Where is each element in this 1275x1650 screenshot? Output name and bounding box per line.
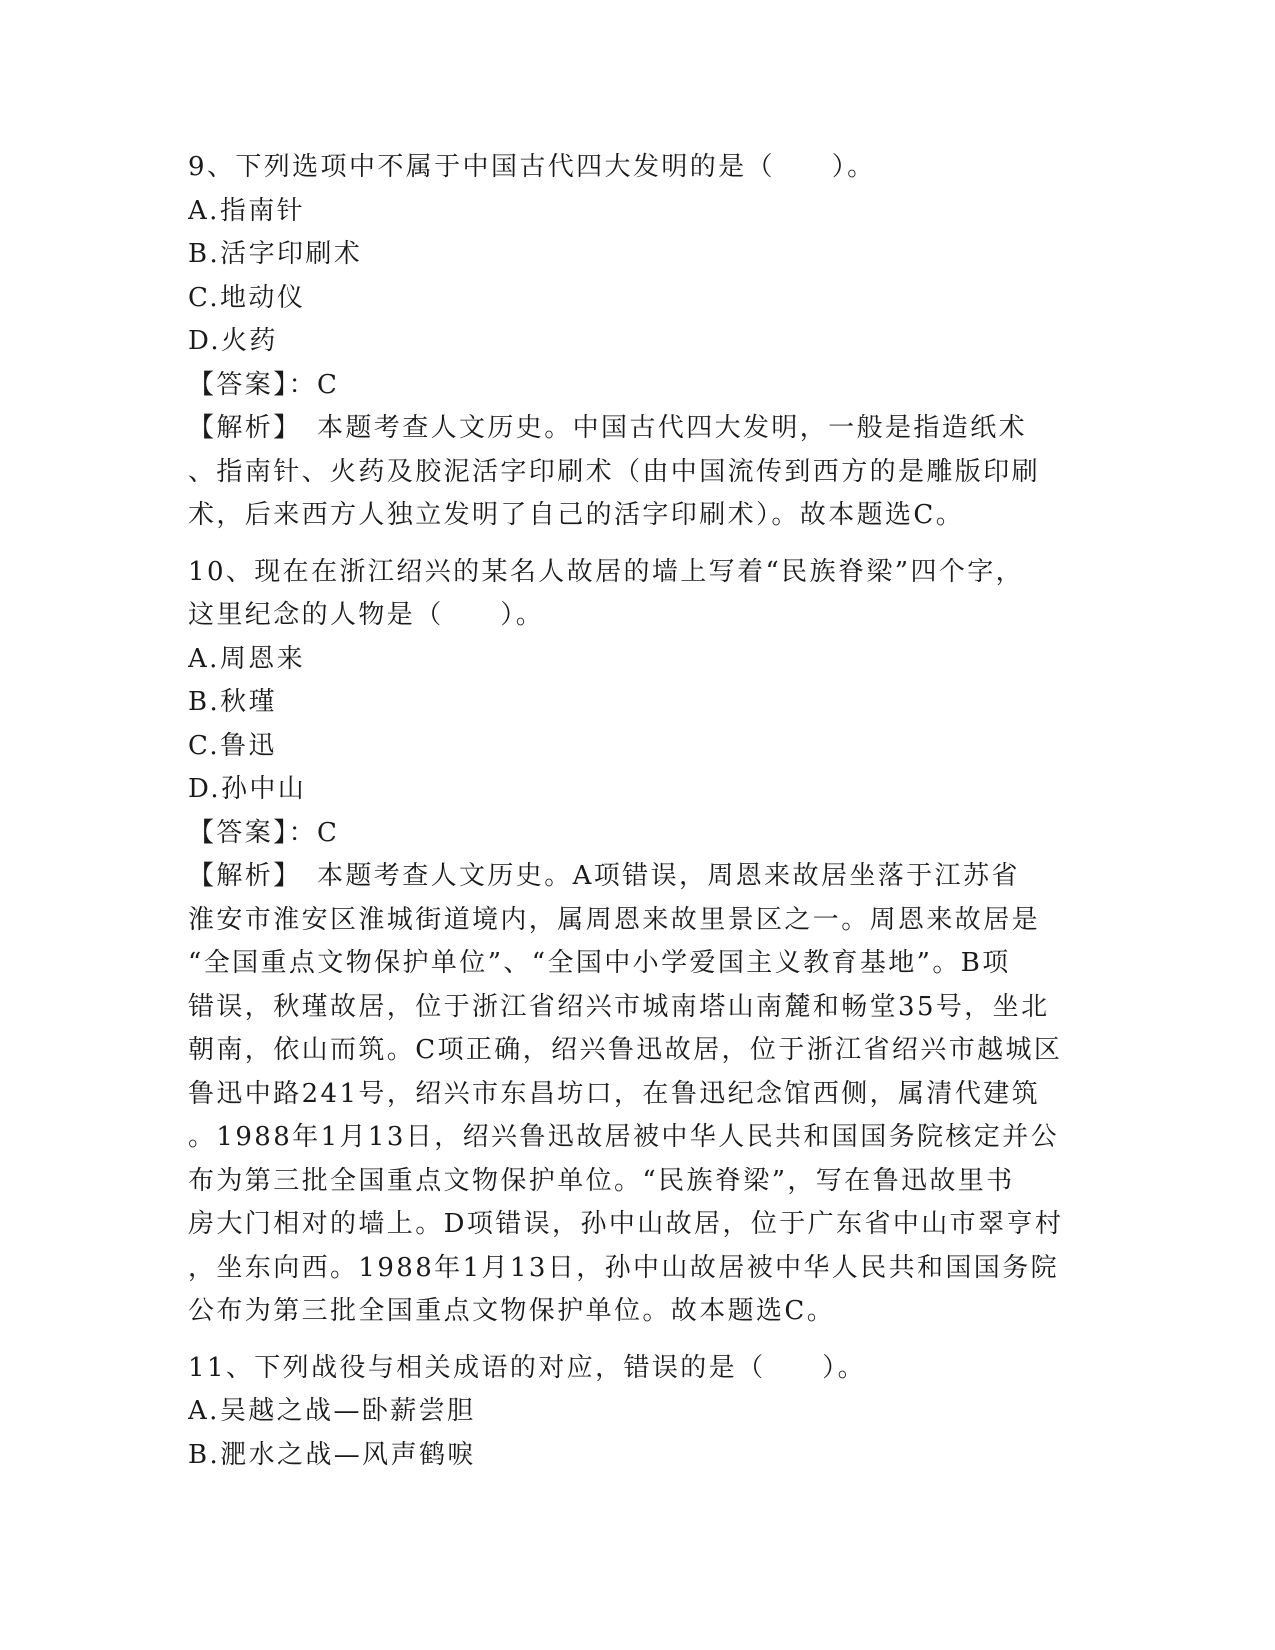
option-d: D.孙中山 (188, 774, 307, 804)
analysis-line: 【解析】 本题考查人文历史。A项错误，周恩来故居坐落于江苏省 (188, 861, 1020, 891)
analysis-line: 错误，秋瑾故居，位于浙江省绍兴市城南塔山南麓和畅堂35号，坐北 (188, 991, 1050, 1022)
question-9 (188, 146, 1088, 538)
analysis-line: 【解析】 本题考查人文历史。中国古代四大发明，一般是指造纸术 (188, 413, 1028, 443)
analysis-line: 。1988年1月13日，绍兴鲁迅故居被中华人民共和国国务院核定并公 (188, 1122, 1059, 1152)
analysis-line: 、指南针、火药及胶泥活字印刷术（由中国流传到西方的是雕版印刷 (188, 456, 1041, 487)
option-b: B.活字印刷术 (188, 239, 363, 269)
answer-line: 【答案】：C (188, 369, 340, 400)
option-b: B.秋瑾 (188, 687, 277, 717)
question-stem: 9、下列选项中不属于中国古代四大发明的是（ ）。 (188, 152, 876, 182)
analysis-line: 鲁迅中路241号，绍兴市东昌坊口，在鲁迅纪念馆西侧，属清代建筑 (188, 1078, 1041, 1109)
question-11 (188, 1347, 1088, 1478)
analysis-line: 房大门相对的墙上。D项错误，孙中山故居，位于广东省中山市翠亨村 (188, 1209, 1064, 1239)
question-stem: 这里纪念的人物是（ ）。 (188, 600, 545, 630)
answer-line: 【答案】：C (188, 817, 340, 848)
option-d: D.火药 (188, 326, 278, 356)
question-gap (188, 1334, 1088, 1347)
analysis-line: “全国重点文物保护单位”、“全国中小学爱国主义教育基地”。B项 (188, 948, 1011, 978)
option-b: B.淝水之战—风声鹤唳 (188, 1439, 476, 1470)
analysis-line: 朝南，依山而筑。C项正确，绍兴鲁迅故居，位于浙江省绍兴市越城区 (188, 1035, 1063, 1065)
question-stem: 11、下列战役与相关成语的对应，错误的是（ ）。 (188, 1352, 867, 1383)
option-c: C.地动仪 (188, 282, 306, 313)
analysis-line: ，坐东向西。1988年1月13日，孙中山故居被中华人民共和国国务院 (188, 1252, 1059, 1283)
analysis-line: 术，后来西方人独立发明了自己的活字印刷术）。故本题选C。 (188, 500, 965, 530)
option-a: A.指南针 (188, 195, 306, 226)
question-stem: 10、现在在浙江绍兴的某名人故居的墙上写着“民族脊梁”四个字， (188, 556, 1025, 587)
analysis-line: 淮安市淮安区淮城街道境内，属周恩来故里景区之一。周恩来故居是 (188, 904, 1041, 935)
analysis-line: 布为第三批全国重点文物保护单位。“民族脊梁”，写在鲁迅故里书 (188, 1165, 1015, 1196)
question-10 (188, 551, 1088, 1334)
question-gap (188, 538, 1088, 551)
option-c: C.鲁迅 (188, 730, 277, 761)
option-a: A.周恩来 (188, 643, 306, 674)
option-a: A.吴越之战—卧薪尝胆 (188, 1396, 476, 1426)
analysis-line: 公布为第三批全国重点文物保护单位。故本题选C。 (188, 1296, 836, 1326)
page-content (188, 146, 1088, 1477)
